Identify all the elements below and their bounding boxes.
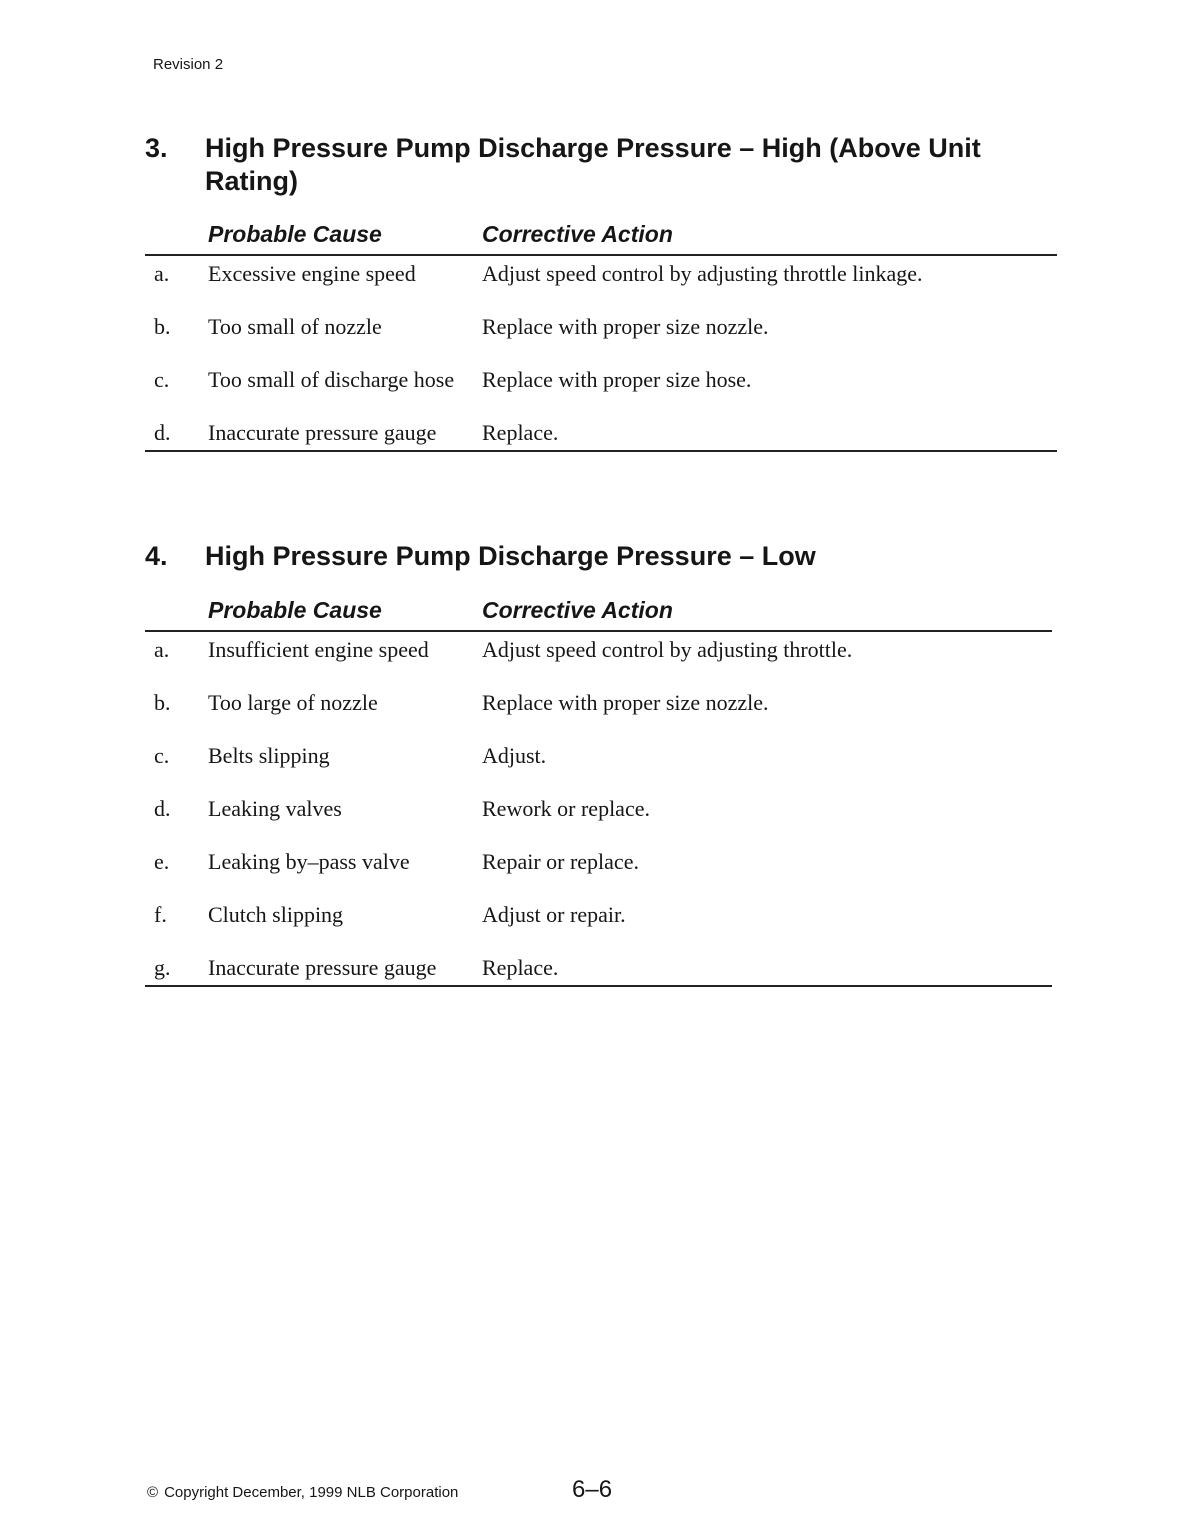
table-row: [145, 689, 1052, 716]
section-4: [145, 540, 1052, 987]
row-letter: a.: [154, 637, 170, 662]
probable-cause-header: Probable Cause: [208, 597, 382, 623]
corrective-action-header: Corrective Action: [482, 597, 673, 623]
copyright-icon: ©: [147, 1484, 159, 1501]
row-letter: b.: [154, 314, 171, 339]
row-action: Adjust speed control by adjusting throttle.: [482, 637, 853, 662]
row-letter: b.: [154, 690, 171, 715]
corrective-action-header: Corrective Action: [482, 221, 673, 247]
section-3: [145, 132, 1057, 452]
row-letter: c.: [154, 367, 170, 392]
copyright-notice: [147, 1484, 458, 1501]
row-cause: Inaccurate pressure gauge: [208, 955, 437, 980]
copyright-text: Copyright December, 1999 NLB Corporation: [164, 1484, 459, 1501]
row-letter: f.: [154, 902, 167, 927]
row-letter: a.: [154, 261, 170, 286]
page-number: 6–6: [572, 1476, 613, 1503]
row-action: Adjust or repair.: [482, 902, 626, 927]
row-cause: Leaking valves: [208, 796, 342, 821]
table-row: [145, 954, 1052, 981]
table-row: [145, 795, 1052, 822]
row-cause: Too large of nozzle: [208, 690, 378, 715]
row-action: Replace.: [482, 420, 559, 445]
table-row: [145, 260, 1057, 287]
table-row: [145, 313, 1057, 340]
section-3-heading: [145, 132, 1057, 198]
section-3-table: [145, 256, 1057, 452]
table-row: [145, 848, 1052, 875]
revision-label: Revision 2: [153, 56, 224, 73]
row-action: Adjust speed control by adjusting throttle linkage.: [482, 261, 923, 286]
row-action: Replace with proper size nozzle.: [482, 314, 769, 339]
section-4-number: 4.: [145, 541, 168, 571]
section-4-table: [145, 632, 1052, 987]
row-cause: Too small of discharge hose: [208, 367, 455, 392]
table-row: [145, 366, 1057, 393]
row-action: Replace with proper size hose.: [482, 367, 752, 392]
table-row: [145, 901, 1052, 928]
section-3-number: 3.: [145, 133, 168, 163]
row-letter: c.: [154, 743, 170, 768]
row-action: Replace.: [482, 955, 559, 980]
row-action: Adjust.: [482, 743, 547, 768]
table-row: [145, 742, 1052, 769]
section-3-title: High Pressure Pump Discharge Pressure – High (Above Unit Rating): [205, 133, 981, 196]
row-action: Replace with proper size nozzle.: [482, 690, 769, 715]
row-letter: d.: [154, 420, 171, 445]
table-row: [145, 636, 1052, 663]
row-letter: d.: [154, 796, 171, 821]
row-action: Repair or replace.: [482, 849, 639, 874]
row-cause: Belts slipping: [208, 743, 330, 768]
section-4-title: High Pressure Pump Discharge Pressure – Low: [205, 541, 816, 571]
row-action: Rework or replace.: [482, 796, 650, 821]
row-cause: Excessive engine speed: [208, 261, 416, 286]
probable-cause-header: Probable Cause: [208, 221, 382, 247]
row-cause: Leaking by–pass valve: [208, 849, 410, 874]
row-cause: Clutch slipping: [208, 902, 344, 927]
row-cause: Insufficient engine speed: [208, 637, 429, 662]
row-letter: e.: [154, 849, 170, 874]
row-cause: Inaccurate pressure gauge: [208, 420, 437, 445]
section-3-column-headers: [145, 221, 1057, 256]
row-letter: g.: [154, 955, 171, 980]
row-cause: Too small of nozzle: [208, 314, 382, 339]
section-4-column-headers: [145, 597, 1052, 632]
section-4-heading: [145, 540, 1052, 573]
table-row: [145, 419, 1057, 446]
